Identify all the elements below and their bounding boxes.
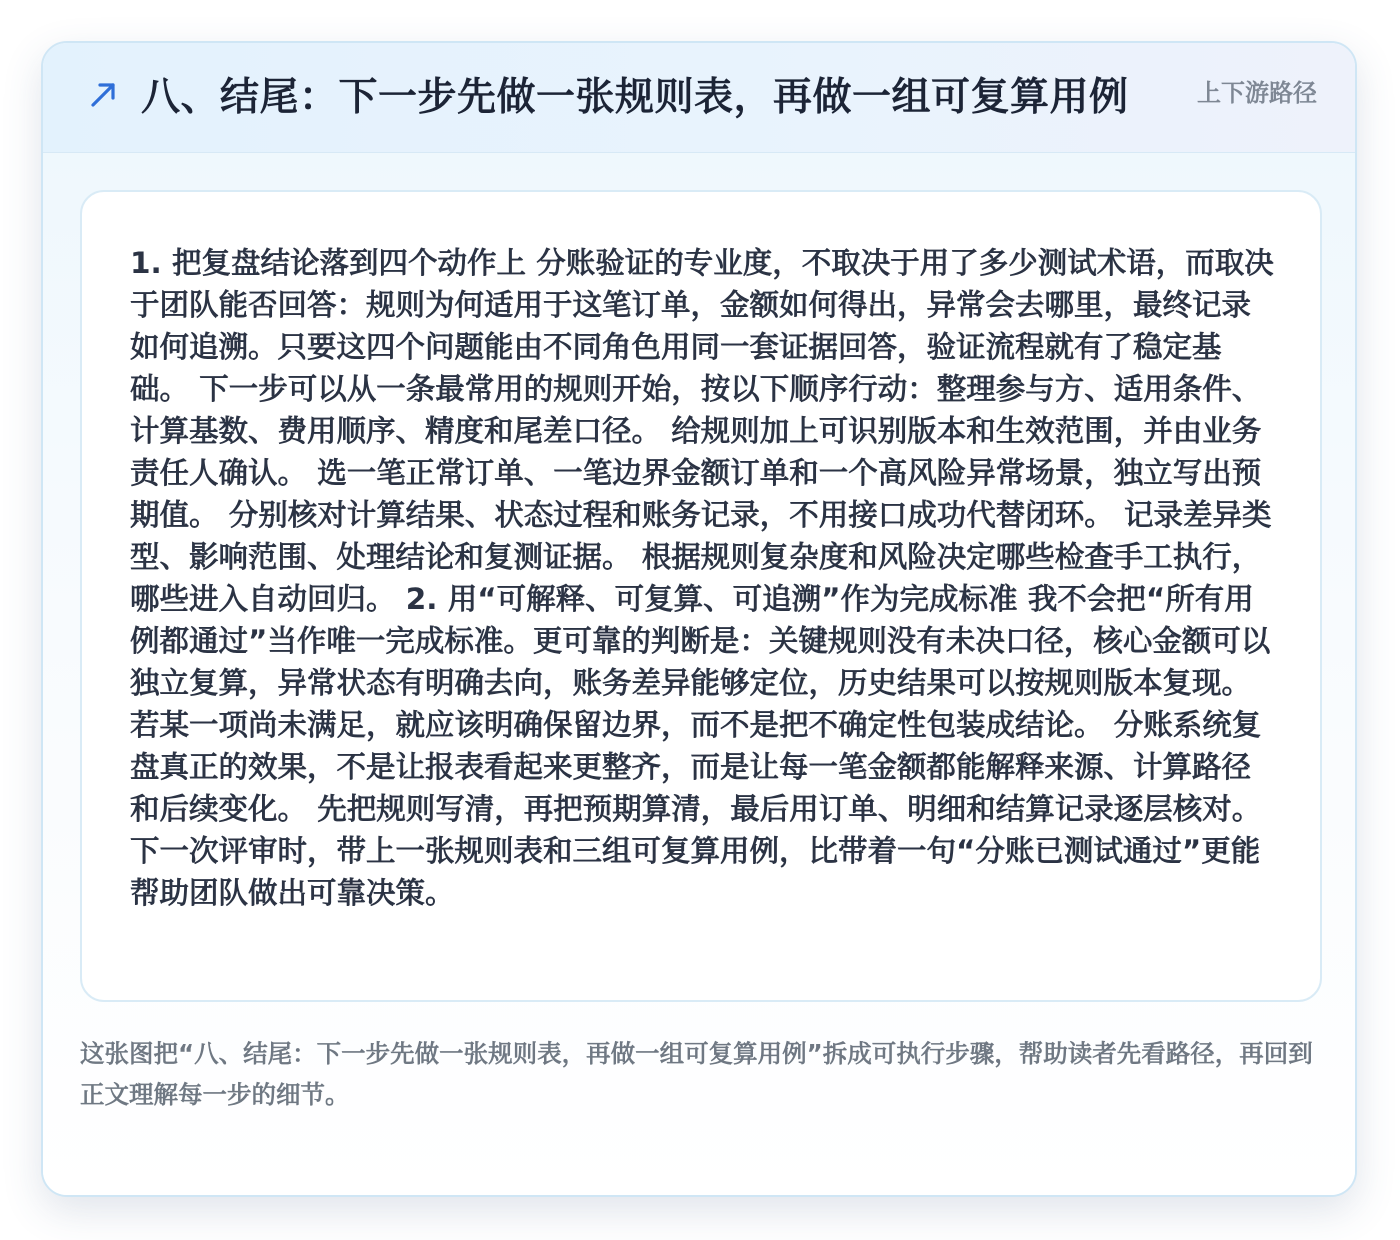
summary-card xyxy=(41,41,1357,1197)
card-header xyxy=(43,43,1355,153)
section-tag: 上下游路径 xyxy=(1197,79,1317,107)
figure-caption: 这张图把“八、结尾：下一步先做一张规则表，再做一组可复算用例”拆成可执行步骤，帮助读者先看路径，再回到正文理解每一步的细节。 xyxy=(80,1039,1313,1109)
arrow-up-right-icon xyxy=(87,77,121,111)
content-paragraph: 1. 把复盘结论落到四个动作上 分账验证的专业度，不取决于用了多少测试术语，而取决于团队能否回答：规则为何适用于这笔订单，金额如何得出，异常会去哪里，最终记录如何追溯。只要这四个问题能由不同角色用同一套证据回答，验证流程就有了稳定基础。 下一步可以从一条最常用的规则开始，按以下顺序行动：整理参与方、适用条件、计算基数、费用顺序、精度和尾差口径。 给规则加上可识别版本和生效范围，并由业务责任人确认。 选一笔正常订单、一笔边界金额订单和一个高风险异常场景，独立写出预期值。 分别核对计算结果、状态过程和账务记录，不用接口成功代替闭环。 记录差异类型、影响范围、处理结论和复测证据。 根据规则复杂度和风险决定哪些检查手工执行，哪些进入自动回归。 2. 用“可解释、可复算、可追溯”作为完成标准 我不会把“所有用例都通过”当作唯一完成标准。更可靠的判断是：关键规则没有未决口径，核心金额可以独立复算，异常状态有明确去向，账务差异能够定位，历史结果可以按规则版本复现。若某一项尚未满足，就应该明确保留边界，而不是把不确定性包装成结论。 分账系统复盘真正的效果，不是让报表看起来更整齐，而是让每一笔金额都能解释来源、计算路径和后续变化。 先把规则写清，再把预期算清，最后用订单、明细和结算记录逐层核对。下一次评审时，带上一张规则表和三组可复算用例，比带着一句“分账已测试通过”更能帮助团队做出可靠决策。 xyxy=(130,246,1274,910)
card-body xyxy=(43,153,1355,1195)
section-title: 八、结尾：下一步先做一张规则表，再做一组可复算用例 xyxy=(141,75,1129,120)
content-panel xyxy=(80,190,1322,1002)
